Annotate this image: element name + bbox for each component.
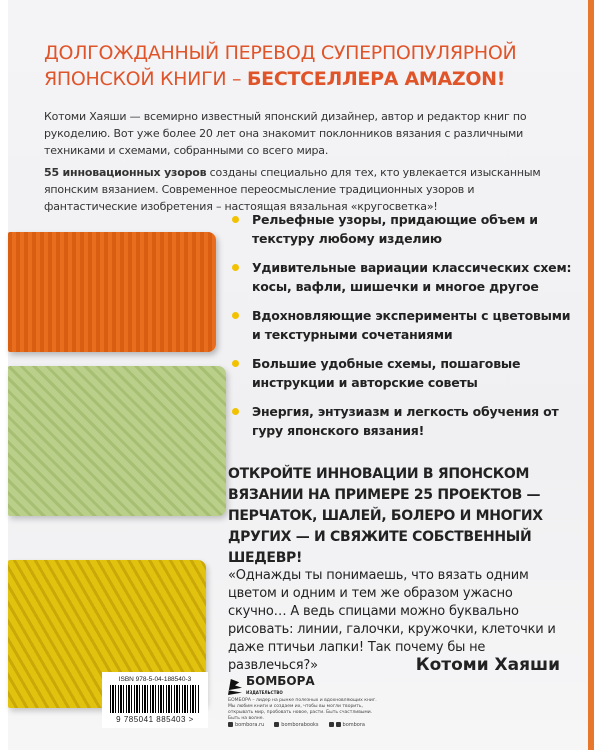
- intro-paragraph: Котоми Хаяши — всемирно известный японский дизайнер, автор и редактор книг по рукоделию. Вот уже более 20 лет она знакомит поклонников вязания с различными техниками и схемами, собранными со всего мира.: [44, 110, 527, 157]
- patterns-bold: 55 инновационных узоров: [44, 166, 207, 179]
- bullet-dot-icon: [232, 216, 239, 223]
- feature-text: Удивительные вариации классических схем: косы, вафли, шишечки и многое другое: [252, 260, 572, 294]
- green-knit-swatch-image: [8, 366, 226, 516]
- globe-icon: [228, 722, 233, 727]
- feature-item: [232, 306, 572, 344]
- patterns-text: созданы специально для тех, кто увлекается изысканным японским вязанием. Современное переосмысление традиционных узоров и фантастические изобретения – настоящая вязальная «кругосветка»!: [44, 166, 541, 213]
- website-link: [228, 722, 264, 728]
- social-icon: [274, 722, 279, 727]
- headline-line-1: ДОЛГОЖДАННЫЙ ПЕРЕВОД СУПЕРПОПУЛЯРНОЙ: [44, 42, 517, 64]
- author-name: Котоми Хаяши: [415, 655, 560, 675]
- vk-icon: [329, 722, 334, 727]
- orange-knit-swatch-image: [8, 232, 216, 352]
- isbn-text: ISBN 978-5-04-188540-3: [118, 676, 192, 683]
- feature-text: Энергия, энтузиазм и легкость обучения от гуру японского вязания!: [252, 404, 559, 438]
- headline: [44, 40, 564, 92]
- social-link: [274, 722, 318, 728]
- logo-wordmark: [246, 675, 315, 699]
- call-to-action: ОТКРОЙТЕ ИННОВАЦИИ В ЯПОНСКОМ ВЯЗАНИИ НА ПРИМЕРЕ 25 ПРОЕКТОВ — ПЕРЧАТОК, ШАЛЕЙ, БОЛЕРО И МНОГИХ ДРУГИХ — И СВЯЖИТЕ СОБСТВЕННЫЙ ШЕДЕВР!: [228, 466, 543, 566]
- isbn-barcode: [102, 672, 208, 728]
- feature-item: [232, 258, 572, 296]
- feature-text: Большие удобные схемы, пошаговые инструкции и авторские советы: [252, 356, 521, 390]
- bullet-dot-icon: [232, 264, 239, 271]
- feature-list: [232, 210, 572, 450]
- publisher-name: БОМБОРА: [246, 674, 315, 688]
- feature-text: Вдохновляющие эксперименты с цветовыми и текстурными сочетаниями: [252, 308, 571, 342]
- barcode-digits: 9 785041 885403 >: [116, 715, 194, 724]
- link-text: bomborabooks: [281, 722, 319, 728]
- bullet-dot-icon: [232, 312, 239, 319]
- feature-text: Рельефные узоры, придающие объем и текстуру любому изделию: [252, 212, 538, 246]
- feature-item: [232, 354, 572, 392]
- social-link: [329, 722, 365, 728]
- publisher-logo: [228, 675, 315, 699]
- publisher-blurb: БОМБОРА – лидер на рынке полезных и вдохновляющих книг. Мы любим книги и создаем их, чтобы вы могли творить, открывать мир, пробовать новое, расти. Быть счастливыми. Быть на волне.: [228, 698, 377, 721]
- link-text: bombora.ru: [235, 722, 265, 728]
- orange-spine-stripe: [588, 0, 594, 750]
- telegram-icon: [336, 722, 341, 727]
- headline-bold: БЕСТСЕЛЛЕРА AMAZON!: [246, 68, 506, 90]
- feature-item: [232, 402, 572, 440]
- link-text: bombora: [342, 722, 365, 728]
- author-quote: «Однажды ты понимаешь, что вязать одним цветом и одним и тем же образом ужасно скучно… А ведь спицами можно буквально рисовать: линии, галочки, кружочки, клеточки и даже птичьи лапки! Так почему бы не развлечься?»: [228, 568, 556, 673]
- publisher-links: [228, 722, 365, 728]
- feature-item: [232, 210, 572, 248]
- patterns-paragraph: [44, 164, 544, 215]
- headline-line-2: [44, 66, 564, 92]
- barcode-bars: [110, 685, 200, 713]
- publisher-sub: ИЗДАТЕЛЬСТВО: [246, 690, 283, 695]
- bombora-logo-icon: [228, 679, 242, 695]
- bullet-dot-icon: [232, 408, 239, 415]
- headline-regular: ЯПОНСКОЙ КНИГИ –: [44, 68, 247, 90]
- bullet-dot-icon: [232, 360, 239, 367]
